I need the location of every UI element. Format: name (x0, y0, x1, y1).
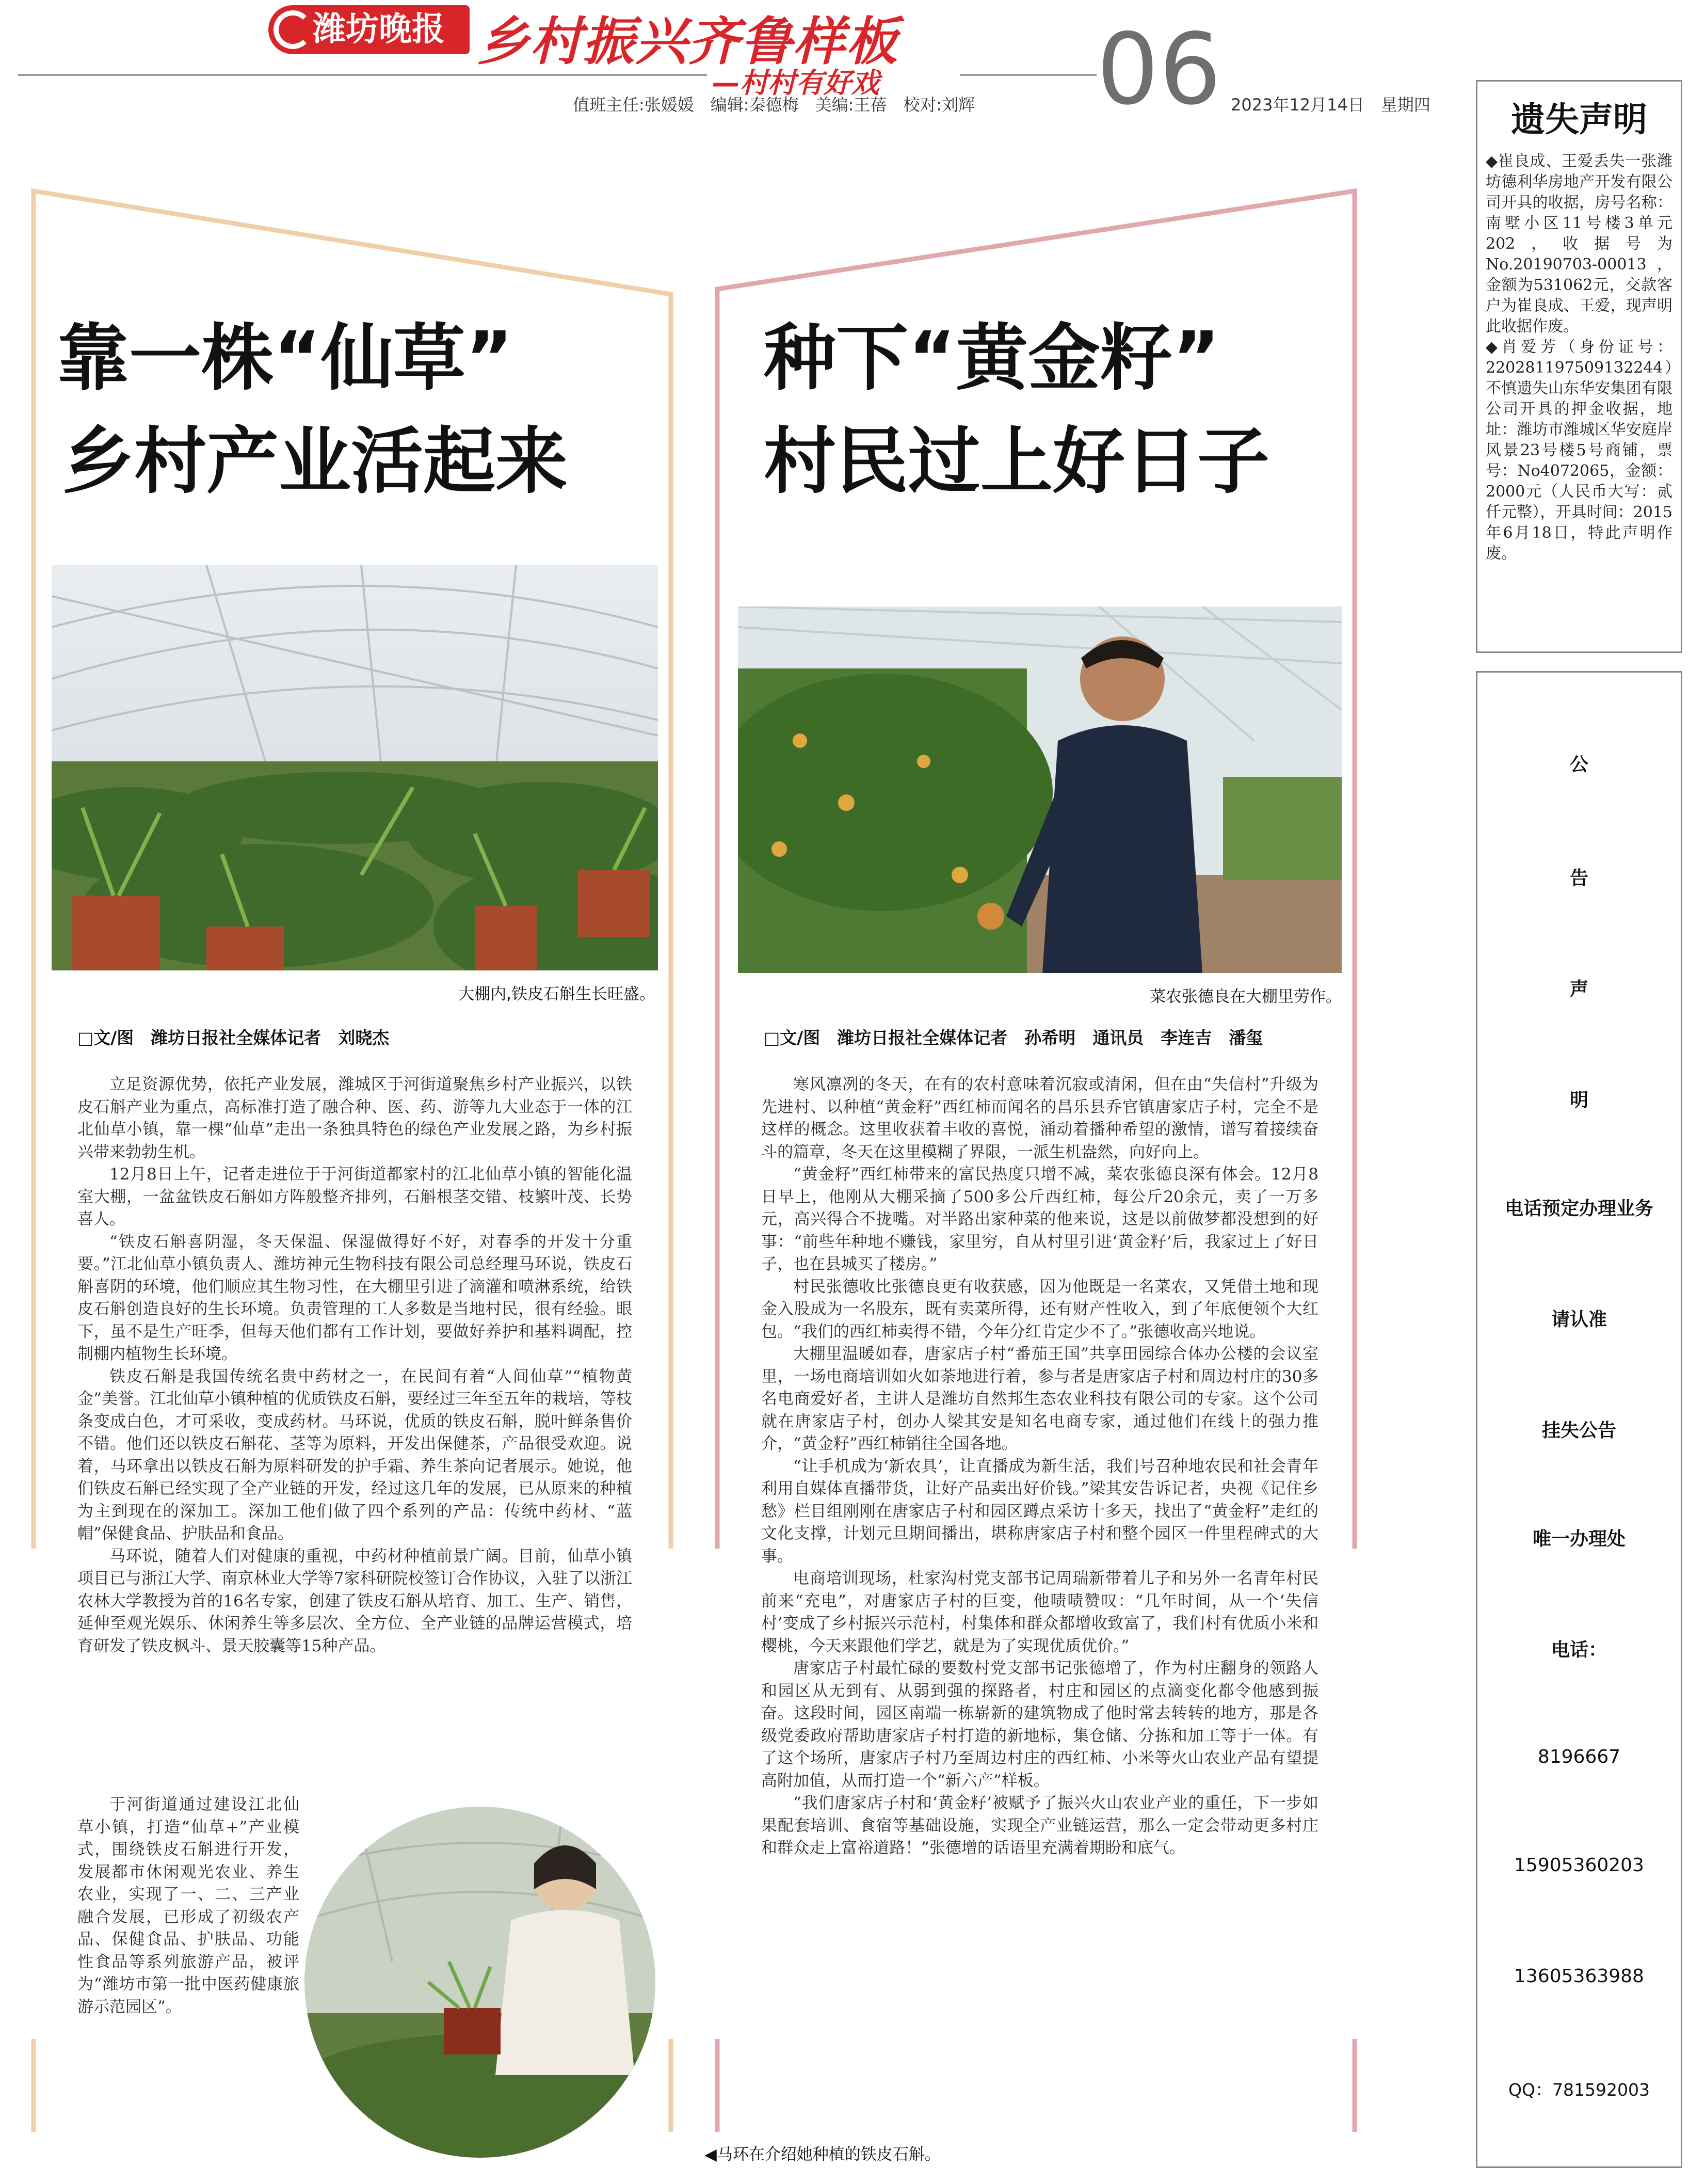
lost-notice-title: 遗失声明 (1511, 100, 1647, 139)
issue-date: 2023年12月14日 星期四 (1231, 95, 1430, 115)
staff-credits: 值班主任:张媛媛 编辑:秦德梅 美编:王蓓 校对:刘辉 (573, 95, 975, 115)
notice-phone-label: 电话： (1551, 1639, 1607, 1661)
left-photo-caption: 大棚内,铁皮石斛生长旺盛。 (458, 985, 655, 1003)
notice-char-ming: 明 (1569, 1090, 1588, 1111)
notice-sole-office: 唯一办理处 (1532, 1528, 1626, 1550)
notice-lost-announcement: 挂失公告 (1541, 1420, 1616, 1441)
notice-recognize: 请认准 (1551, 1309, 1607, 1330)
right-article-title-line2: 村民过上好日子 (764, 420, 1270, 504)
right-greenhouse-photo (738, 607, 1342, 973)
right-paragraph-4: 大棚里温暖如春，唐家店子村“番茄王国”共享田园综合体办公楼的会议室里，一场电商培训如火如荼地进行着，参与者是唐家店子村和周边村庄的30多名电商爱好者，主讲人是潍坊自然邦生态农业科技有限公司的专家。这个公司就在唐家店子村，创办人梁其安是知名电商专家，通过他们在线上的强力推介，“黄金籽”西红柿销往全国各地。 (761, 1345, 1318, 1453)
notice-char-sheng: 声 (1569, 979, 1588, 1000)
left-article-title-line1: 靠一株“仙草” (57, 316, 513, 401)
notice-phone-booking: 电话预定办理业务 (1504, 1198, 1653, 1219)
left-greenhouse-photo (52, 565, 658, 970)
left-byline: □文/图 潍坊日报社全媒体记者 刘晓杰 (77, 1028, 390, 1048)
right-paragraph-5: “让手机成为‘新农具’，让直播成为新生活，我们号召种地农民和社会青年利用自媒体直播带货，让好产品卖出好价钱。”梁其安告诉记者，央视《记住乡愁》栏目组刚刚在唐家店子村和园区蹲点采访十多天，找出了“黄金籽”走红的文化支撑，计划元旦期间播出，堪称唐家店子村和整个园区一件里程碑式的大事。 (761, 1457, 1318, 1566)
right-article-title-line1: 种下“黄金籽” (764, 316, 1220, 401)
left-paragraph-1: 立足资源优势，依托产业发展，潍城区于河街道聚焦乡村产业振兴，以铁皮石斛产业为重点，高标准打造了融合种、医、药、游等九大业态于一体的江北仙草小镇，靠一棵“仙草”走出一条独具特色的绿色产业发展之路，为乡村振兴带来勃勃生机。 (77, 1075, 632, 1161)
left-paragraph-4: 铁皮石斛是我国传统名贵中药材之一，在民间有着“人间仙草”“植物黄金”美誉。江北仙草小镇种植的优质铁皮石斛，要经过三年至五年的栽培，等枝条变成白色，才可采收，变成药材。马环说，优质的铁皮石斛，脱叶鲜条售价不错。他们还以铁皮石斛花、茎等为原料，开发出保健茶，产品很受欢迎。说着，马环拿出以铁皮石斛为原料研发的护手霜、养生茶向记者展示。她说，他们铁皮石斛已经实现了全产业链的开发，经过这几年的发展，已从原来的种植为主到现在的深加工。深加工他们做了四个系列的产品：传统中药材、“蓝帽”保健食品、护肤品和食品。 (77, 1367, 632, 1543)
right-article-body (761, 1074, 1318, 1860)
left-paragraph-5: 马环说，随着人们对健康的重视，中药材种植前景广阔。目前，仙草小镇项目已与浙江大学、南京林业大学等7家科研院校签订合作协议，入驻了以浙江农林大学教授为首的16名专家，创建了铁皮石斛从培育、加工、生产、销售，延伸至观光娱乐、休闲养生等多层次、全方位、全产业链的品牌运营模式，培育研发了铁皮枫斗、景天胶囊等15种产品。 (77, 1547, 632, 1655)
lost-notice-body (1486, 151, 1672, 564)
section-subline: —村村有好戏 (712, 67, 879, 99)
left-paragraph-6: 于河街道通过建设江北仙草小镇，打造“仙草+”产业模式，围绕铁皮石斛进行开发，发展都市休闲观光农业、养生农业，实现了一、二、三产业融合发展，已形成了初级农产品、保健食品、护肤品、功能性食品等系列旅游产品，被评为“潍坊市第一批中医药健康旅游示范园区”。 (77, 1795, 299, 2016)
section-headline: 乡村振兴齐鲁样板 (477, 11, 898, 72)
notice-char-gao: 告 (1569, 868, 1588, 889)
logo-text: 潍坊晚报 (313, 10, 445, 49)
right-photo-caption: 菜农张德良在大棚里劳作。 (1150, 987, 1342, 1006)
notice-ad-box (1476, 671, 1682, 2168)
notice-qq: QQ：781592003 (1508, 2080, 1650, 2100)
left-article-body-bottom (77, 1794, 299, 2018)
notice-char-gong: 公 (1569, 754, 1588, 775)
right-paragraph-2: “黄金籽”西红柿带来的富民热度只增不减，菜农张德良深有体会。12月8日早上，他刚从大棚采摘了500多公斤西红柿，每公斤20余元，卖了一万多元，高兴得合不拢嘴。对半路出家种菜的他来说，这是以前做梦都没想到的好事：“前些年种地不赚钱，家里穷，自从村里引进‘黄金籽’后，我家过上了好日子，也在县城买了楼房。” (761, 1165, 1318, 1273)
left-inset-circular-photo (304, 1807, 655, 2158)
lost-notice-item-2: ◆肖爱芳（身份证号：220281197509132244）不慎遗失山东华安集团有限公司开具的押金收据，地址：潍坊市潍城区华安庭岸风景23号楼5号商铺，票号：No4072065，金额：2000元（人民币大写：贰仟元整），开具时间：2015年6月18日，特此声明作废。 (1486, 338, 1672, 563)
right-paragraph-7: 唐家店子村最忙碌的要数村党支部书记张德增了，作为村庄翻身的领路人和园区从无到有、从弱到强的探路者，村庄和园区的点滴变化都令他感到振奋。这段时间，园区南端一栋崭新的建筑物成了他时常去转转的地方，那是各级党委政府帮助唐家店子村打造的新地标，集仓储、分拣和加工等于一体。有了这个场所，唐家店子村乃至周边村庄的西红柿、小米等火山农业产品有望提高附加值，从而打造一个“新六产”样板。 (761, 1659, 1318, 1790)
right-paragraph-8: “我们唐家店子村和‘黄金籽’被赋予了振兴火山农业产业的重任，下一步如果配套培训、食宿等基础设施，实现全产业链运营，那么一定会带动更多村庄和群众走上富裕道路！”张德增的话语里充满着期盼和底气。 (761, 1794, 1318, 1857)
lost-notice-item-1: ◆崔良成、王爱丢失一张潍坊德利华房地产开发有限公司开具的收据，房号名称：南墅小区11号楼3单元202，收据号为No.20190703-00013，金额为531062元，交款客户为崔良成、王爱，现声明此收据作废。 (1486, 152, 1672, 336)
notice-phone-1: 8196667 (1537, 1746, 1621, 1767)
notice-phone-2: 15905360203 (1514, 1855, 1644, 1876)
right-paragraph-1: 寒风凛冽的冬天，在有的农村意味着沉寂或清闲，但在由“失信村”升级为先进村、以种植“黄金籽”西红柿而闻名的昌乐县乔官镇唐家店子村，完全不是这样的概念。这里收获着丰收的喜悦，涌动着播种希望的激情，谱写着接续奋斗的篇章，冬天在这里模糊了界限，一派生机盎然，向好向上。 (761, 1075, 1318, 1161)
notice-phone-3: 13605363988 (1514, 1966, 1644, 1987)
left-article-title-line2: 乡村产业活起来 (62, 420, 568, 504)
left-paragraph-2: 12月8日上午，记者走进位于于河街道都家村的江北仙草小镇的智能化温室大棚，一盆盆铁皮石斛如方阵般整齐排列，石斛根茎交错、枝繁叶茂、长势喜人。 (77, 1165, 632, 1229)
right-paragraph-6: 电商培训现场，杜家沟村党支部书记周瑞新带着儿子和另外一名青年村民前来“充电”，对唐家店子村的巨变，他啧啧赞叹：“几年时间，从一个‘失信村’变成了乡村振兴示范村，村集体和群众都增收致富了，我们村有优质小米和樱桃，今天来跟他们学艺，就是为了实现优质优价。” (761, 1569, 1318, 1655)
inset-photo-caption: ◀马环在介绍她种植的铁皮石斛。 (704, 2145, 941, 2164)
left-paragraph-3: “铁皮石斛喜阴湿，冬天保温、保湿做得好不好，对春季的开发十分重要。”江北仙草小镇负责人、潍坊神元生物科技有限公司总经理马环说，铁皮石斛喜阴的环境，他们顺应其生物习性，在大棚里引进了滴灌和喷淋系统，给铁皮石斛创造良好的生长环境。负责管理的工人多数是当地村民，很有经验。眼下，虽不是生产旺季，但每天他们都有工作计划，要做好养护和基料调配，控制棚内植物生长环境。 (77, 1232, 632, 1363)
right-paragraph-3: 村民张德收比张德良更有收获感，因为他既是一名菜农，又凭借土地和现金入股成为一名股东，既有卖菜所得，还有财产性收入，到了年底便领个大红包。“我们的西红柿卖得不错，今年分红肯定少不了。”张德收高兴地说。 (761, 1277, 1318, 1341)
left-article-body-top (77, 1074, 632, 1657)
right-byline: □文/图 潍坊日报社全媒体记者 孙希明 通讯员 李连吉 潘玺 (764, 1028, 1263, 1048)
lost-notice-box (1476, 80, 1682, 653)
page-number: 06 (1097, 12, 1221, 126)
